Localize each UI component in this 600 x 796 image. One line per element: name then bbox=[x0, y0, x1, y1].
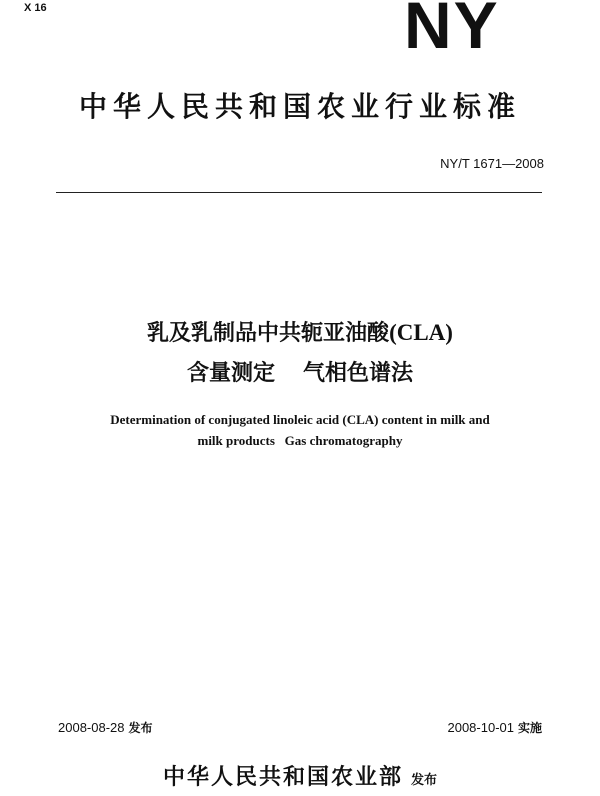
effective-label: 实施 bbox=[517, 721, 542, 735]
publication-date-block bbox=[58, 719, 153, 736]
english-title-line-1: Determination of conjugated linoleic acid (CLA) content in milk and bbox=[110, 412, 490, 427]
chinese-title-method: 气相色谱法 bbox=[303, 361, 414, 386]
issuer-block bbox=[0, 760, 600, 791]
effective-date: 2008-10-01 bbox=[447, 720, 514, 735]
classification-code: X 16 bbox=[24, 2, 47, 14]
header-divider bbox=[56, 192, 542, 193]
publication-label: 发布 bbox=[128, 721, 153, 735]
standard-category-title: 中华人民共和国农业行业标准 bbox=[78, 90, 521, 123]
chinese-title-line-2 bbox=[0, 356, 600, 387]
chinese-title-abbreviation: (CLA) bbox=[389, 320, 453, 345]
issuer-name: 中华人民共和国农业部 bbox=[162, 765, 403, 790]
issuer-action: 发布 bbox=[411, 773, 438, 788]
ny-logo: NY bbox=[404, 0, 500, 62]
effective-date-block bbox=[447, 719, 542, 736]
standard-number: NY/T 1671—2008 bbox=[440, 156, 544, 171]
publication-date: 2008-08-28 bbox=[58, 720, 125, 735]
english-title-line-2: milk products Gas chromatography bbox=[197, 433, 403, 448]
chinese-title-method-subject: 含量测定 bbox=[186, 361, 275, 386]
chinese-title-text: 乳及乳制品中共轭亚油酸 bbox=[147, 321, 390, 346]
chinese-title-line-1 bbox=[0, 316, 600, 347]
